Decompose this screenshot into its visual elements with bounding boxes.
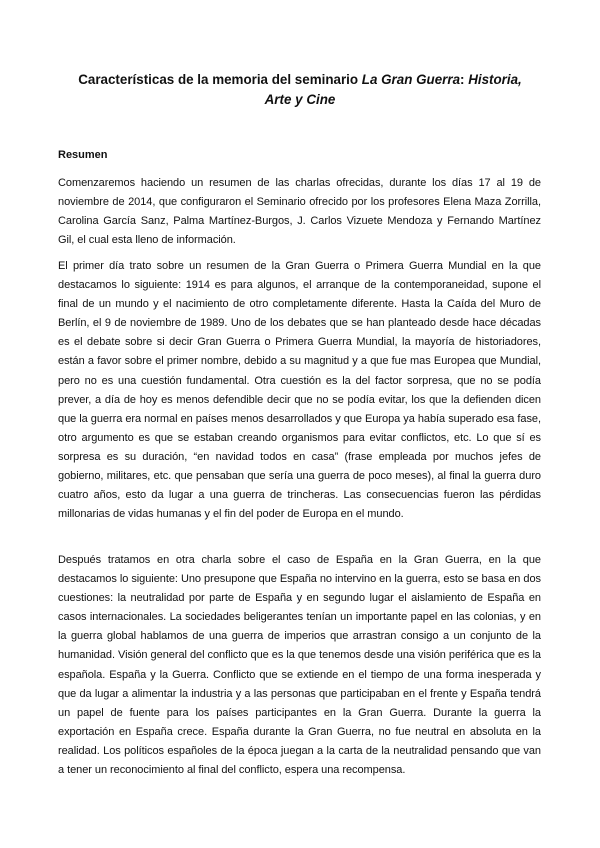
title-italic-art-cinema: Arte y Cine <box>264 92 336 107</box>
document-title <box>60 70 540 110</box>
paragraph-spain: Después tratamos en otra charla sobre el caso de España en la Gran Guerra, en la que destacamos lo siguiente: Uno presupone que España no intervino en la guerra, esto se basa en dos cuestiones: la neutralidad por parte de España y en segundo lugar el aislamiento de España en casos internacionales. La sociedades beligerantes tenían un importante papel en las colonias, y en la guerra global hablamos de una guerra de imperios que arrastran consigo a un conjunto de la humanidad. Visión general del conflicto que es la que tenemos desde una visión periférica que es la española. España y la Guerra. Conflicto que se extiende en el tiempo de una forma inesperada y que da lugar a alimentar la industria y a las personas que participaban en el frente y España tendrá un papel de fuente para los países participantes en la Gran Guerra. Durante la guerra la exportación en España crece. España durante la Gran Guerra, no fue neutral en absoluta en la realidad. Los políticos españoles de la época juegan a la carta de la neutralidad pensando que van a tener un reconocimiento al final del conflicto, espera una recompensa. <box>58 554 541 777</box>
title-italic-work: La Gran Guerra <box>361 72 461 87</box>
title-italic-history: Historia, <box>468 72 522 87</box>
title-prefix: Características de la memoria del seminario <box>78 72 362 87</box>
paragraph-first-day: El primer día trato sobre un resumen de la Gran Guerra o Primera Guerra Mundial en la que destacamos lo siguiente: 1914 es para algunos, el arranque de la contemporaneidad, supone el final de un mundo y el nacimiento de otro completamente diferente. Hasta la Caída del Muro de Berlín, el 9 de noviembre de 1989. Uno de los debates que se han planteado desde hace décadas es el debate sobre si decir Gran Guerra o Primera Guerra Mundial, la mayoría de historiadores, están a favor sobre el primer nombre, debido a su magnitud y a que fue mas Europea que Mundial, pero no es una cuestión fundamental. Otra cuestión es la del factor sorpresa, que no se podía prever, a día de hoy es menos defendible decir que no se podía evitar, los que la defienden dicen que la guerra era normal en países menos desarrollados y que Europa ya había superado esa fase, otro argumento es que se estaban creando organismos para evitar conflictos, etc. Lo que sí es sorpresa es su duración, “en navidad todos en casa” (frase empleada por muchos jefes de gobierno, militares, etc. que pensaban que sería una guerra de poco meses), al final la guerra duro cuatro años, esto da lugar a una guerra de trincheras. Las consecuencias fueron las pérdidas millonarias de vidas humanas y el fin del poder de Europa en el mundo. <box>58 260 541 521</box>
title-colon: : <box>460 72 469 87</box>
section-heading-resumen: Resumen <box>58 149 108 161</box>
paragraph-intro: Comenzaremos haciendo un resumen de las charlas ofrecidas, durante los días 17 al 19 de noviembre de 2014, que configuraron el Seminario ofrecido por los profesores Elena Maza Zorrilla, Carolina García Sanz, Palma Martínez-Burgos, J. Carlos Vizuete Mendoza y Fernando Martínez Gil, el cual esta lleno de información. <box>58 177 541 247</box>
